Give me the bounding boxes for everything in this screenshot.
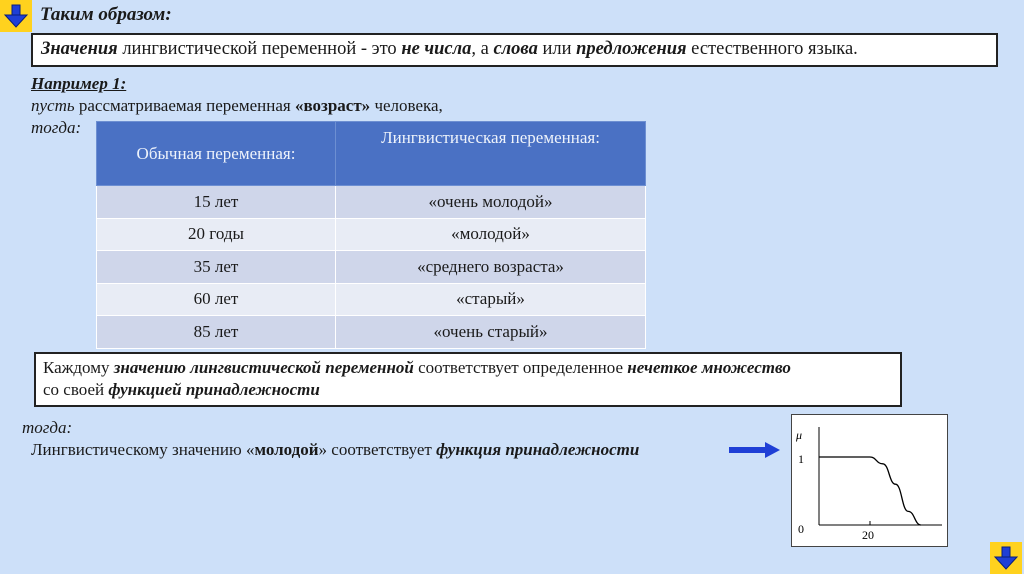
example-text: рассматриваемая переменная: [74, 96, 295, 115]
def-sentences: предложения: [576, 39, 687, 59]
example-title: Например 1:: [31, 74, 127, 93]
example-let: пусть: [31, 96, 75, 115]
bottom-young: молодой: [254, 440, 319, 459]
def-text: лингвистической переменной - это: [117, 39, 402, 59]
arrow-down-icon: [993, 545, 1019, 571]
cell-age: 35 лет: [97, 251, 336, 284]
membership-curve: [819, 457, 921, 525]
cell-age: 15 лет: [97, 186, 336, 219]
example-text: человека,: [370, 96, 443, 115]
cell-term: «среднего возраста»: [336, 251, 646, 284]
y-tick-label-0: 0: [798, 522, 804, 536]
note-box: [34, 352, 902, 407]
x-tick-label-20: 20: [862, 528, 874, 542]
def-not-numbers: не числа: [401, 39, 472, 59]
table-row: [97, 218, 646, 251]
variables-table: [96, 121, 646, 349]
table-row: [97, 316, 646, 349]
cell-term: «очень старый»: [336, 316, 646, 349]
prev-slide-button[interactable]: [0, 0, 32, 32]
cell-age: 60 лет: [97, 283, 336, 316]
def-text: или: [537, 39, 577, 59]
arrow-down-icon: [3, 3, 29, 29]
y-tick-label-1: 1: [798, 452, 804, 466]
cell-term: «молодой»: [336, 218, 646, 251]
cell-age: 85 лет: [97, 316, 336, 349]
y-axis-label: μ: [796, 428, 803, 442]
bottom-text: Лингвистическому значению «: [31, 440, 255, 459]
slide-heading: Таким образом:: [40, 4, 172, 25]
example-variable: «возраст»: [294, 96, 371, 115]
table-row: [97, 186, 646, 219]
def-term: Значения: [41, 39, 118, 59]
next-slide-button[interactable]: [990, 542, 1022, 574]
bottom-sentence: [31, 440, 639, 460]
example-then: тогда:: [31, 118, 82, 137]
def-text: естественного языка.: [686, 39, 858, 59]
cell-age: 20 годы: [97, 218, 336, 251]
def-text: , а: [471, 39, 494, 59]
note-text: соответствует определенное: [413, 358, 628, 377]
cell-term: «очень молодой»: [336, 186, 646, 219]
def-words: слова: [493, 39, 538, 59]
example-line: [31, 96, 443, 116]
note-text: со своей: [43, 380, 109, 399]
header-linguistic: Лингвистическая переменная:: [336, 122, 646, 186]
arrow-right-icon: [729, 441, 781, 459]
bottom-then: тогда:: [22, 418, 73, 437]
definition-box: [31, 33, 998, 67]
note-text: Каждому: [43, 358, 114, 377]
header-ordinary: Обычная переменная:: [97, 122, 336, 186]
bottom-text: » соответствует: [318, 440, 437, 459]
cell-term: «старый»: [336, 283, 646, 316]
note-fuzzy-set: нечеткое множество: [627, 358, 791, 377]
membership-graph: [791, 414, 948, 547]
bottom-membership: функция принадлежности: [436, 440, 640, 459]
table-row: [97, 251, 646, 284]
membership-chart: [792, 415, 947, 546]
table-row: [97, 283, 646, 316]
note-value: значению лингвистической переменной: [113, 358, 414, 377]
note-membership: функцией принадлежности: [108, 380, 320, 399]
